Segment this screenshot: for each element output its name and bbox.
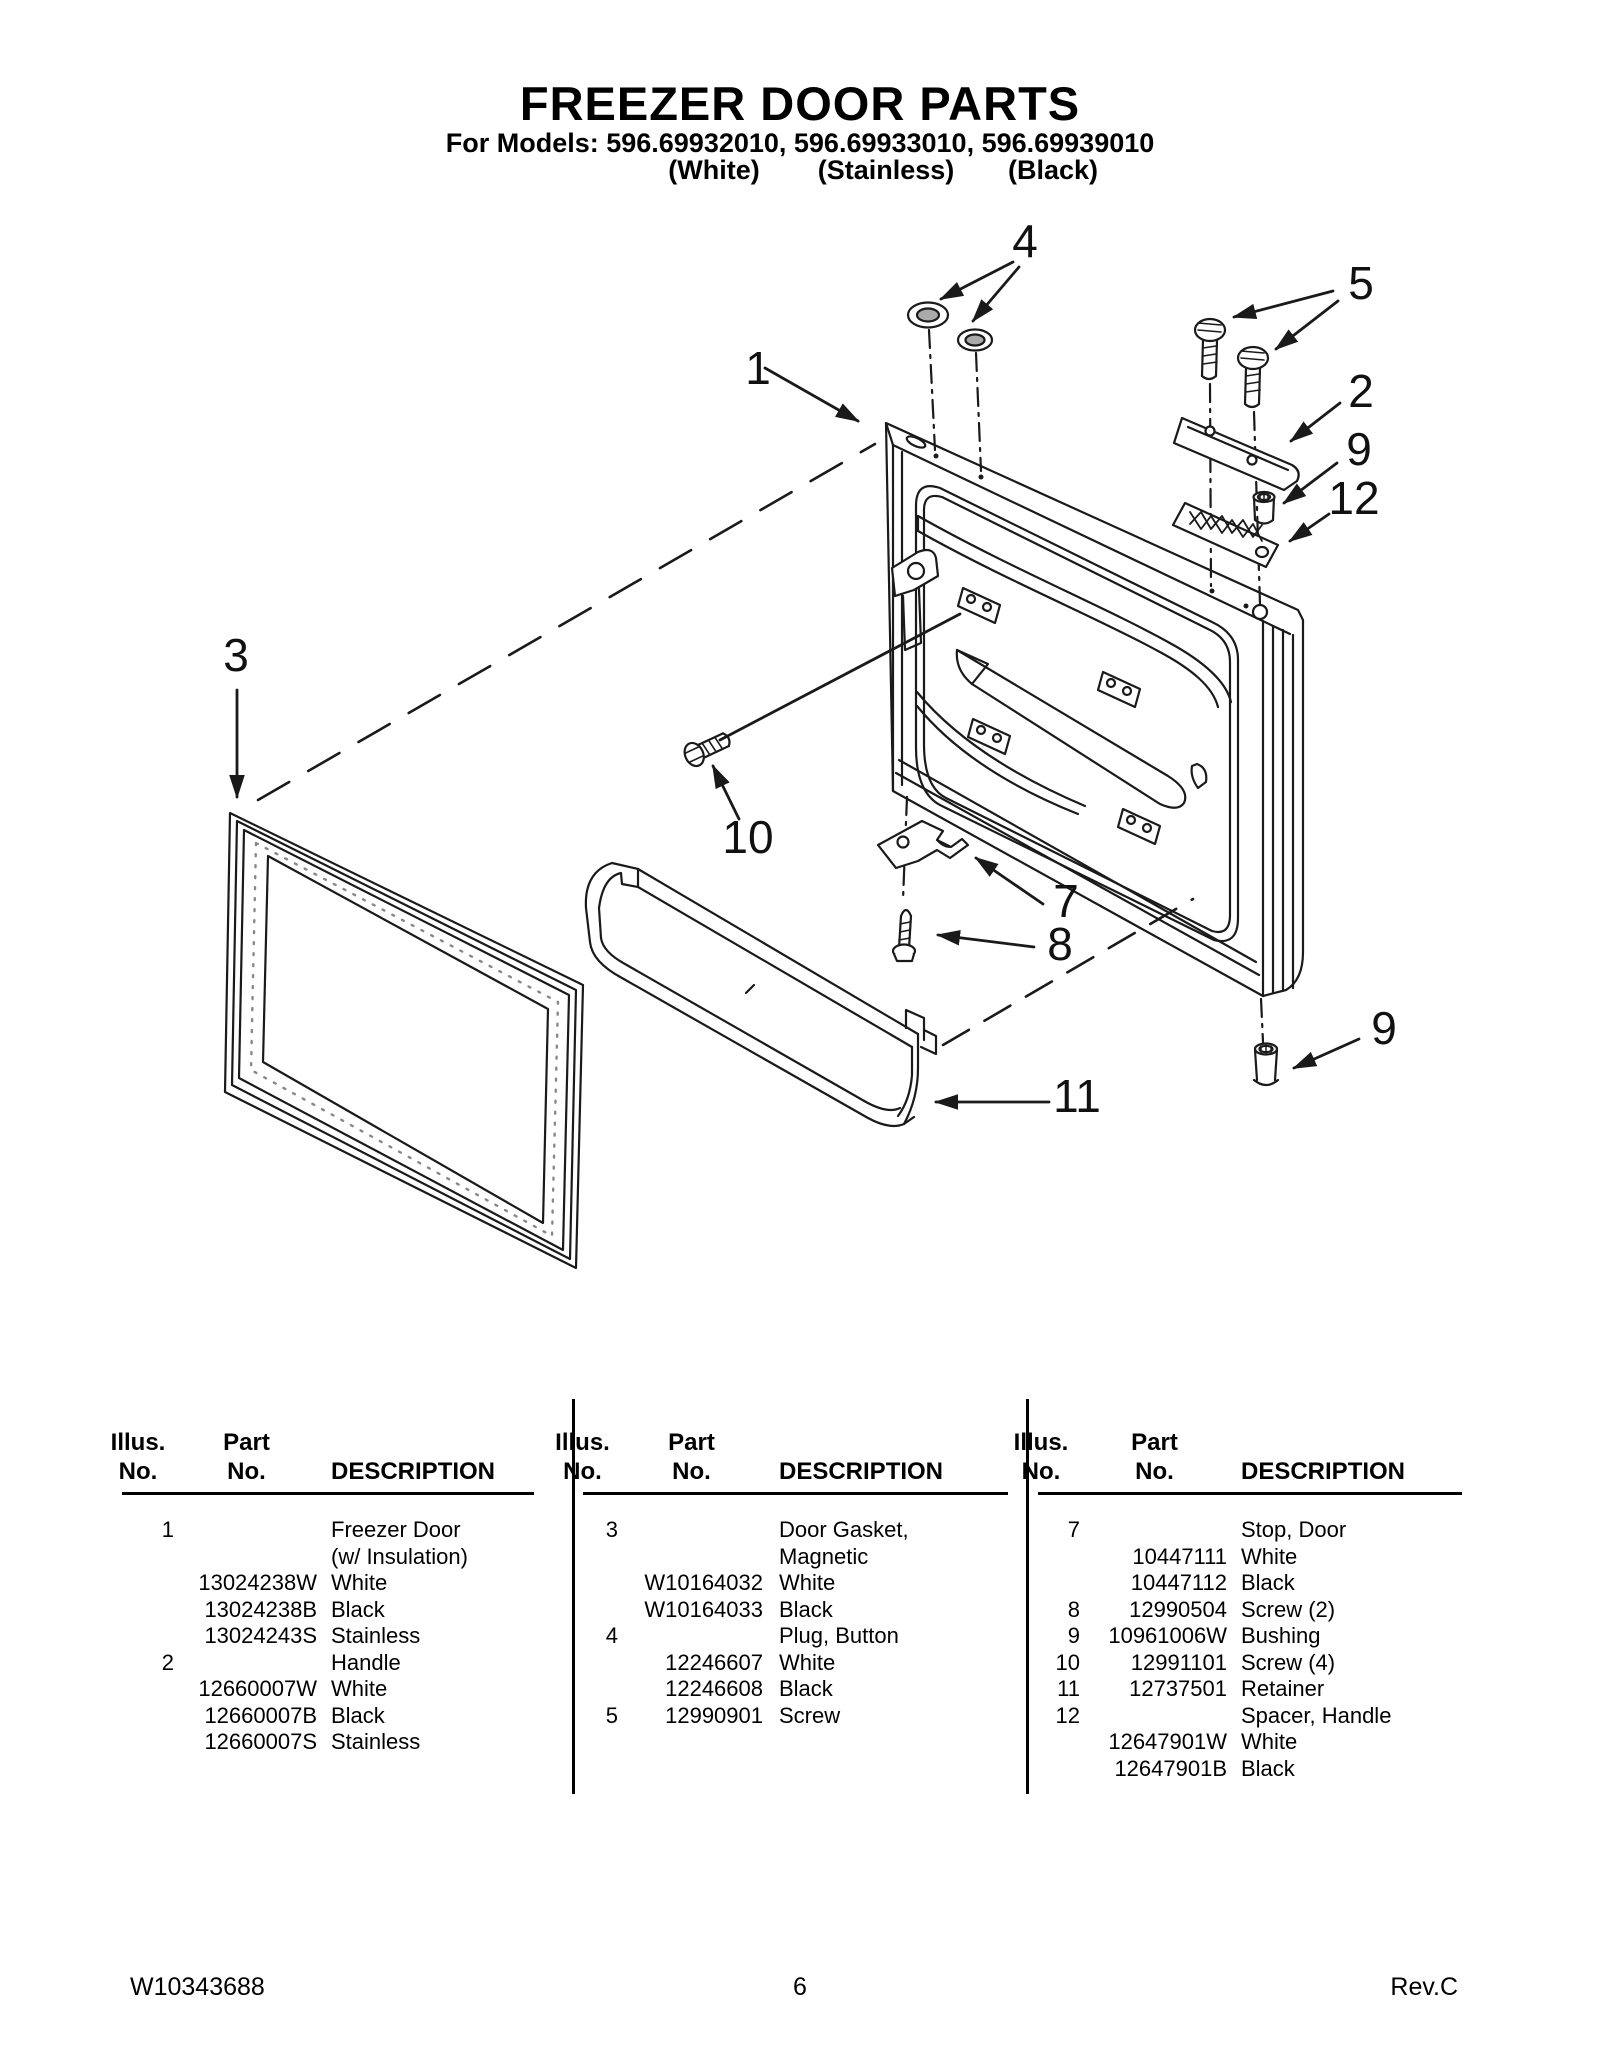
illus-no-cell [100,1729,176,1756]
illus-no-cell [545,1544,620,1571]
parts-rows [100,1517,540,1756]
parts-row [1000,1676,1495,1703]
illus-no-cell [100,1703,176,1730]
parts-table-column-2 [545,1428,1010,1729]
description-cell: Retainer [1241,1676,1325,1701]
part-no-cell: 12660007S [204,1729,317,1754]
illus-no-cell [545,1650,620,1677]
description-cell: Spacer, Handle [1241,1702,1392,1728]
parts-row [100,1623,540,1650]
parts-row [100,1517,540,1544]
description-cell: Black [779,1676,833,1701]
part-no-cell [176,1650,317,1677]
header-illus-no: No. [118,1458,158,1485]
description-cell: Screw [779,1702,841,1728]
illus-no-cell: 4 [605,1623,618,1648]
page-number: 6 [793,1973,807,2001]
description-cell: Handle [331,1649,401,1675]
callout-handle-plate: 2 [1348,365,1374,417]
callout-door-stop: 7 [1053,875,1079,927]
header-rule [1038,1492,1462,1495]
part-no-cell: 10447112 [1130,1570,1227,1595]
parts-row [1000,1623,1495,1650]
illus-no-cell: 12 [1055,1702,1080,1728]
callout-gasket: 3 [223,629,249,681]
parts-row [545,1597,1010,1624]
part-no-cell [176,1544,317,1571]
description-cell: White [779,1649,836,1675]
header-part: Part [223,1429,270,1456]
parts-row [1000,1517,1495,1544]
description-cell: White [1241,1729,1298,1754]
description-cell: Black [331,1596,385,1622]
part-no-cell: 12991101 [1130,1649,1227,1675]
illus-no-cell: 3 [605,1517,618,1542]
description-cell: Plug, Button [779,1623,899,1648]
description-cell: Screw (4) [1241,1649,1336,1675]
finish-white-label: (White) [668,155,760,185]
parts-row [545,1517,1010,1544]
parts-row [1000,1570,1495,1597]
bushing-bottom-drawing [1254,1044,1278,1086]
part-no-cell: 12647901B [1114,1755,1227,1781]
part-no-cell [1082,1703,1227,1730]
handle-plate-drawing [1174,418,1299,490]
part-no-cell: 12660007W [198,1676,317,1701]
part-no-cell [176,1517,317,1544]
callout-spacer: 12 [1328,472,1380,524]
header-illus-no: No. [1021,1458,1061,1485]
parts-row [545,1703,1010,1730]
hex-screws-drawing [1195,319,1268,407]
parts-row [1000,1650,1495,1677]
callout-bushing-bottom: 9 [1371,1002,1397,1054]
illus-no-cell [545,1676,620,1703]
description-cell: Bushing [1241,1623,1321,1648]
button-plugs-drawing [908,303,992,351]
illus-no-cell [1000,1544,1082,1571]
illus-no-cell: 11 [1057,1676,1080,1701]
illus-no-cell [1000,1756,1082,1783]
illus-no-cell: 1 [161,1517,174,1542]
description-cell: White [331,1570,388,1595]
part-no-cell: 10961006W [1108,1623,1227,1648]
part-no-cell: 12246607 [665,1649,763,1675]
description-cell: Screw (2) [1241,1596,1336,1622]
finish-black-label: (Black) [1007,155,1099,185]
parts-row [100,1703,540,1730]
header-description: DESCRIPTION [1241,1458,1406,1485]
header-illus: Illus. [1013,1429,1069,1456]
part-no-cell: 12246608 [665,1676,763,1701]
description-cell: Stop, Door [1241,1517,1347,1542]
models-line: For Models: 596.69932010, 596.69933010, 596.69939010 [445,128,1155,158]
illus-no-cell [100,1544,176,1571]
parts-row [545,1623,1010,1650]
callout-retainer: 11 [1053,1070,1101,1122]
header-part: Part [1131,1429,1178,1456]
header-part-no: No. [672,1458,711,1485]
part-no-cell [620,1544,763,1571]
parts-row [100,1729,540,1756]
header-illus: Illus. [110,1429,166,1456]
illus-no-cell: 5 [605,1702,618,1728]
parts-row [545,1650,1010,1677]
description-cell: Freezer Door [331,1517,461,1542]
illus-no-cell [100,1597,176,1624]
part-no-cell: 12737501 [1129,1676,1227,1701]
header-part-no: No. [1135,1458,1174,1485]
header-illus: Illus. [555,1429,610,1456]
callout-door: 1 [745,342,771,394]
parts-row [1000,1597,1495,1624]
callout-bushing-top: 9 [1346,423,1372,475]
part-no-cell: 13024243S [204,1623,317,1648]
header-rule [583,1492,1008,1495]
illus-no-cell [545,1570,620,1597]
part-no-cell: W10164033 [644,1596,763,1622]
doc-number: W10343688 [130,1973,265,2001]
header-part-no: No. [227,1458,266,1485]
illus-no-cell: 9 [1067,1623,1080,1648]
parts-row [100,1570,540,1597]
description-cell: Black [1241,1755,1295,1781]
illus-no-cell: 2 [161,1649,174,1675]
description-cell: White [1241,1543,1298,1569]
illus-no-cell: 7 [1067,1517,1080,1542]
header-part: Part [668,1429,715,1456]
table-header [1000,1428,1495,1486]
illus-no-cell: 10 [1055,1649,1080,1675]
part-no-cell: W10164032 [644,1570,763,1595]
table-header [100,1428,540,1486]
description-cell: Black [1241,1570,1295,1595]
header-rule [122,1492,534,1495]
parts-row [1000,1703,1495,1730]
description-cell: Black [779,1596,833,1622]
part-no-cell [620,1623,763,1650]
finish-stainless-label: (Stainless) [817,155,955,185]
parts-rows [545,1517,1010,1729]
door-gasket-drawing [225,813,583,1268]
retainer-drawing [586,863,936,1126]
callout-screw-stop: 8 [1047,918,1073,970]
part-no-cell: 12660007B [204,1702,317,1728]
illus-no-cell [100,1570,176,1597]
part-no-cell: 10447111 [1132,1543,1227,1569]
page-title: FREEZER DOOR PARTS [519,77,1081,130]
parts-row [545,1544,1010,1571]
parts-row [1000,1544,1495,1571]
description-cell: Magnetic [779,1543,869,1569]
callout-screw-plate: 10 [722,811,774,863]
parts-row [1000,1729,1495,1756]
callout-arrows [237,262,1359,1102]
description-cell: Door Gasket, [779,1517,909,1542]
handle-spacer-drawing [1173,503,1278,567]
header-description: DESCRIPTION [331,1458,496,1485]
illus-no-cell [1000,1570,1082,1597]
description-cell: (w/ Insulation) [331,1543,468,1569]
table-header [545,1428,1010,1486]
part-no-cell: 12990901 [665,1702,763,1728]
screw-10-drawing [681,728,734,770]
freezer-door-drawing [886,423,1303,996]
part-no-cell: 12990504 [1129,1596,1227,1622]
illus-no-cell [100,1676,176,1703]
header-illus-no: No. [563,1458,602,1485]
part-no-cell: 13024238B [204,1596,317,1622]
description-cell: White [779,1570,836,1595]
description-cell: Black [331,1702,385,1728]
parts-row [100,1676,540,1703]
parts-row [545,1676,1010,1703]
parts-row [100,1597,540,1624]
description-cell: Stainless [331,1623,421,1648]
screw-8-drawing [893,910,915,961]
part-no-cell [1082,1517,1227,1544]
part-no-cell [620,1517,763,1544]
parts-row [545,1570,1010,1597]
parts-table-column-1 [100,1428,540,1756]
parts-row [100,1650,540,1677]
parts-rows [1000,1517,1495,1782]
illus-no-cell [545,1597,620,1624]
illus-no-cell [1000,1729,1082,1756]
illus-no-cell: 8 [1067,1596,1080,1622]
callout-screw-top: 5 [1348,257,1374,309]
description-cell: Stainless [331,1729,421,1754]
description-cell: White [331,1676,388,1701]
header-description: DESCRIPTION [779,1458,944,1485]
revision: Rev.C [1390,1973,1458,2001]
part-no-cell: 12647901W [1108,1729,1227,1754]
parts-table-column-3 [1000,1428,1495,1782]
door-stop-drawing [878,821,968,868]
part-no-cell: 13024238W [198,1570,317,1595]
illus-no-cell [100,1623,176,1650]
parts-row [1000,1756,1495,1783]
parts-row [100,1544,540,1571]
callout-plug-button: 4 [1012,215,1038,267]
